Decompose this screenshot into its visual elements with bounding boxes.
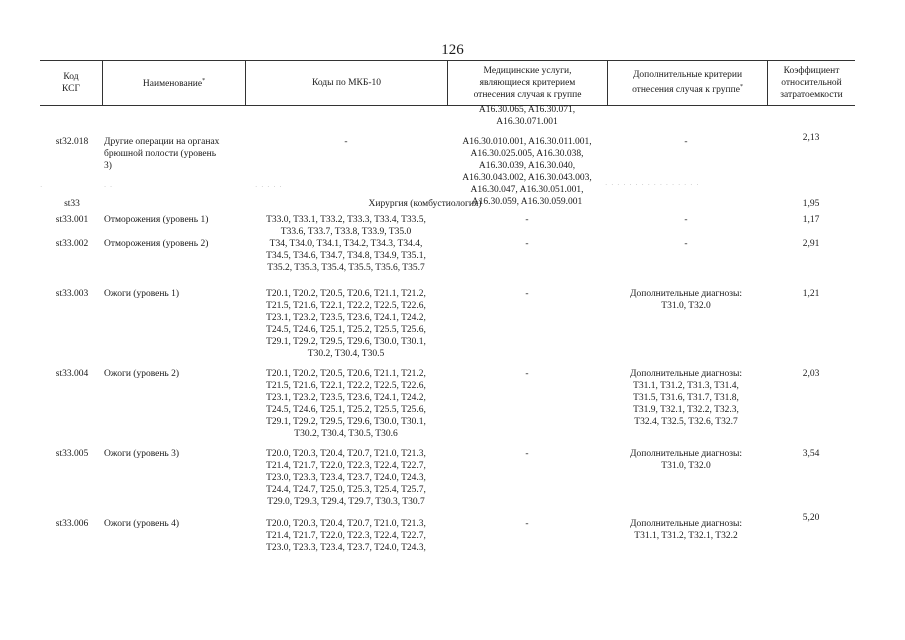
extra-criteria [607, 136, 765, 148]
mkb-codes-line: T24.5, T24.6, T25.1, T25.2, T25.5, T25.6, [266, 325, 426, 335]
med-services-line: - [525, 369, 529, 379]
coefficient: 3,54 [802, 449, 820, 459]
med-services-line: - [525, 215, 529, 225]
med-services-line: - [525, 449, 529, 459]
page-number: 126 [441, 42, 464, 58]
mkb-codes-line: T23.0, T23.3, T23.4, T23.7, T24.0, T24.3, [266, 543, 426, 553]
header-med-line: отнесения случая к группе [473, 90, 582, 100]
coefficient: 2,91 [802, 239, 820, 249]
mkb-codes-line: T20.1, T20.2, T20.5, T20.6, T21.1, T21.2, [266, 289, 426, 299]
mkb-codes-line: T33.0, T33.1, T33.2, T33.3, T33.4, T33.5, [266, 215, 426, 225]
scan-noise: · · · [40, 183, 114, 191]
mkb-codes-line: T20.0, T20.3, T20.4, T20.7, T21.0, T21.3, [266, 519, 426, 529]
extra-criteria-line: T31.5, T31.6, T31.7, T31.8, [633, 393, 739, 403]
header-med [447, 61, 607, 105]
coefficient: 1,17 [802, 215, 820, 225]
mkb-codes [245, 518, 447, 554]
ksg-code: st33.002 [55, 239, 89, 249]
ksg-code: st33.004 [55, 369, 89, 379]
coefficient: 1,21 [802, 289, 820, 299]
header-coef-line: относительной [781, 78, 842, 88]
med-services [448, 238, 606, 250]
ksg-name [104, 136, 244, 172]
mkb-codes [245, 136, 447, 148]
med-services-line: A16.30.047, A16.30.051.001, [470, 185, 584, 195]
ksg-name [104, 288, 244, 300]
ksg-name-line: 3) [104, 161, 112, 171]
ksg-name-line: брюшной полости (уровень [104, 149, 217, 159]
header-name [102, 61, 245, 105]
ksg-name [104, 518, 244, 530]
mkb-codes [245, 238, 447, 274]
med-services-line: A16.30.010.001, A16.30.011.001, [462, 137, 592, 147]
mkb-codes-line: T30.2, T30.4, T30.5 [307, 349, 385, 359]
ksg-code: st33.001 [55, 215, 89, 225]
med-services [448, 288, 606, 300]
extra-criteria-line: - [684, 215, 688, 225]
mkb-codes-line: T24.4, T24.7, T25.0, T25.3, T25.4, T25.7, [266, 485, 426, 495]
med-services-line: A16.30.043.002, A16.30.043.003, [462, 173, 592, 183]
extra-criteria-line: Дополнительные диагнозы: [630, 289, 742, 299]
header-coef-line: затратоемкости [780, 90, 843, 100]
med-services [448, 214, 606, 226]
header-code-line: Код [63, 72, 79, 82]
ksg-name-line: Ожоги (уровень 2) [104, 369, 180, 379]
mkb-codes-line: T20.1, T20.2, T20.5, T20.6, T21.1, T21.2, [266, 369, 426, 379]
mkb-codes-line: T35.2, T35.3, T35.4, T35.5, T35.6, T35.7 [267, 263, 425, 273]
ksg-table [40, 60, 855, 553]
header-coef-line: Коэффициент [783, 66, 840, 76]
extra-criteria [607, 448, 765, 472]
ksg-name [104, 448, 244, 460]
header-mkb [245, 61, 447, 105]
ksg-name-line: Другие операции на органах [104, 137, 220, 147]
extra-criteria-line: - [684, 239, 688, 249]
coefficient: 2,13 [802, 133, 820, 143]
extra-criteria-line: T31.1, T31.2, T31.3, T31.4, [633, 381, 739, 391]
mkb-codes-line: T29.0, T29.3, T29.4, T29.7, T30.3, T30.7 [267, 497, 425, 507]
ksg-code: st33.003 [55, 289, 89, 299]
coefficient: 2,03 [802, 369, 820, 379]
carryover-med-line: A16.30.065, A16.30.071, [478, 105, 576, 115]
extra-criteria-line: Дополнительные диагнозы: [630, 369, 742, 379]
carryover-med-line: A16.30.071.001 [496, 117, 558, 127]
header-crit-line: Дополнительные критерии [632, 70, 743, 81]
mkb-codes-line: T29.1, T29.2, T29.5, T29.6, T30.0, T30.1, [266, 417, 426, 427]
header-med-line: Медицинские услуги, [483, 66, 572, 76]
mkb-codes-line: T21.4, T21.7, T22.0, T22.3, T22.4, T22.7, [266, 531, 426, 541]
header-crit-mark: * [739, 84, 743, 91]
ksg-name [104, 368, 244, 380]
carryover-med [448, 104, 606, 128]
extra-criteria-line: Дополнительные диагнозы: [630, 519, 742, 529]
extra-criteria [607, 288, 765, 312]
header-med-line: являющиеся критерием [479, 78, 576, 88]
ksg-name-line: Ожоги (уровень 3) [104, 449, 180, 459]
mkb-codes-line: T24.5, T24.6, T25.1, T25.2, T25.5, T25.6, [266, 405, 426, 415]
med-services-line: A16.30.025.005, A16.30.038, [470, 149, 584, 159]
mkb-codes-line: T30.2, T30.4, T30.5, T30.6 [294, 429, 398, 439]
mkb-codes-line: T34, T34.0, T34.1, T34.2, T34.3, T34.4, [269, 239, 423, 249]
header-code-line: КСГ [62, 84, 80, 94]
ksg-name-line: Ожоги (уровень 1) [104, 289, 180, 299]
med-services-line: - [525, 289, 529, 299]
extra-criteria [607, 368, 765, 428]
extra-criteria-line: T31.0, T32.0 [661, 301, 711, 311]
mkb-codes [245, 368, 447, 440]
coefficient: 1,95 [802, 199, 820, 209]
section-title: Хирургия (комбустиология) [368, 199, 482, 209]
mkb-codes-line: T23.1, T23.2, T23.5, T23.6, T24.1, T24.2, [266, 393, 426, 403]
extra-criteria-line: Дополнительные диагнозы: [630, 449, 742, 459]
med-services [448, 518, 606, 530]
med-services-line: A16.30.059, A16.30.059.001 [471, 197, 583, 207]
header-crit-line: отнесения случая к группе [632, 85, 740, 96]
mkb-codes-line: T21.5, T21.6, T22.1, T22.2, T22.5, T22.6, [266, 381, 426, 391]
med-services-line: A16.30.039, A16.30.040, [478, 161, 576, 171]
header-name-mark: * [202, 78, 206, 85]
med-services [448, 448, 606, 460]
ksg-name [104, 214, 244, 226]
ksg-code: st32.018 [55, 137, 89, 147]
header-mkb-text: Коды по МКБ-10 [311, 78, 382, 88]
mkb-codes [245, 448, 447, 508]
mkb-codes-line: T20.0, T20.3, T20.4, T20.7, T21.0, T21.3, [266, 449, 426, 459]
mkb-codes-line: T21.4, T21.7, T22.0, T22.3, T22.4, T22.7, [266, 461, 426, 471]
extra-criteria-line: T31.1, T31.2, T32.1, T32.2 [634, 531, 738, 541]
extra-criteria [607, 238, 765, 250]
mkb-codes-line: T33.6, T33.7, T33.8, T33.9, T35.0 [280, 227, 412, 237]
ksg-name [104, 238, 244, 250]
mkb-codes-line: T29.1, T29.2, T29.5, T29.6, T30.0, T30.1, [266, 337, 426, 347]
header-code [40, 61, 102, 105]
scan-noise: · · · · · [255, 183, 283, 191]
ksg-code: st33 [64, 199, 80, 209]
mkb-codes-line: T21.5, T21.6, T22.1, T22.2, T22.5, T22.6, [266, 301, 426, 311]
extra-criteria [607, 214, 765, 226]
extra-criteria-line: T32.4, T32.5, T32.6, T32.7 [634, 417, 738, 427]
scan-noise: · · · · · · · · · · · · · · · · [605, 181, 700, 189]
ksg-name-line: Отморожения (уровень 2) [104, 239, 209, 249]
med-services-line: - [525, 519, 529, 529]
extra-criteria-line: - [684, 137, 688, 147]
mkb-codes [245, 288, 447, 360]
coefficient: 5,20 [802, 513, 820, 523]
ksg-name-line: Отморожения (уровень 1) [104, 215, 209, 225]
ksg-code: st33.006 [55, 519, 89, 529]
table-header [40, 60, 855, 106]
mkb-codes [245, 214, 447, 238]
header-coef [767, 61, 855, 105]
extra-criteria-line: T31.0, T32.0 [661, 461, 711, 471]
header-name-text: Наименование [142, 79, 203, 90]
med-services-line: - [525, 239, 529, 249]
extra-criteria [607, 518, 765, 542]
header-crit [607, 61, 767, 105]
mkb-codes-line: T23.0, T23.3, T23.4, T23.7, T24.0, T24.3, [266, 473, 426, 483]
mkb-codes-line: - [344, 137, 348, 147]
mkb-codes-line: T34.5, T34.6, T34.7, T34.8, T34.9, T35.1, [266, 251, 426, 261]
med-services [448, 368, 606, 380]
ksg-code: st33.005 [55, 449, 89, 459]
mkb-codes-line: T23.1, T23.2, T23.5, T23.6, T24.1, T24.2, [266, 313, 426, 323]
ksg-name-line: Ожоги (уровень 4) [104, 519, 180, 529]
extra-criteria-line: T31.9, T32.1, T32.2, T32.3, [633, 405, 739, 415]
